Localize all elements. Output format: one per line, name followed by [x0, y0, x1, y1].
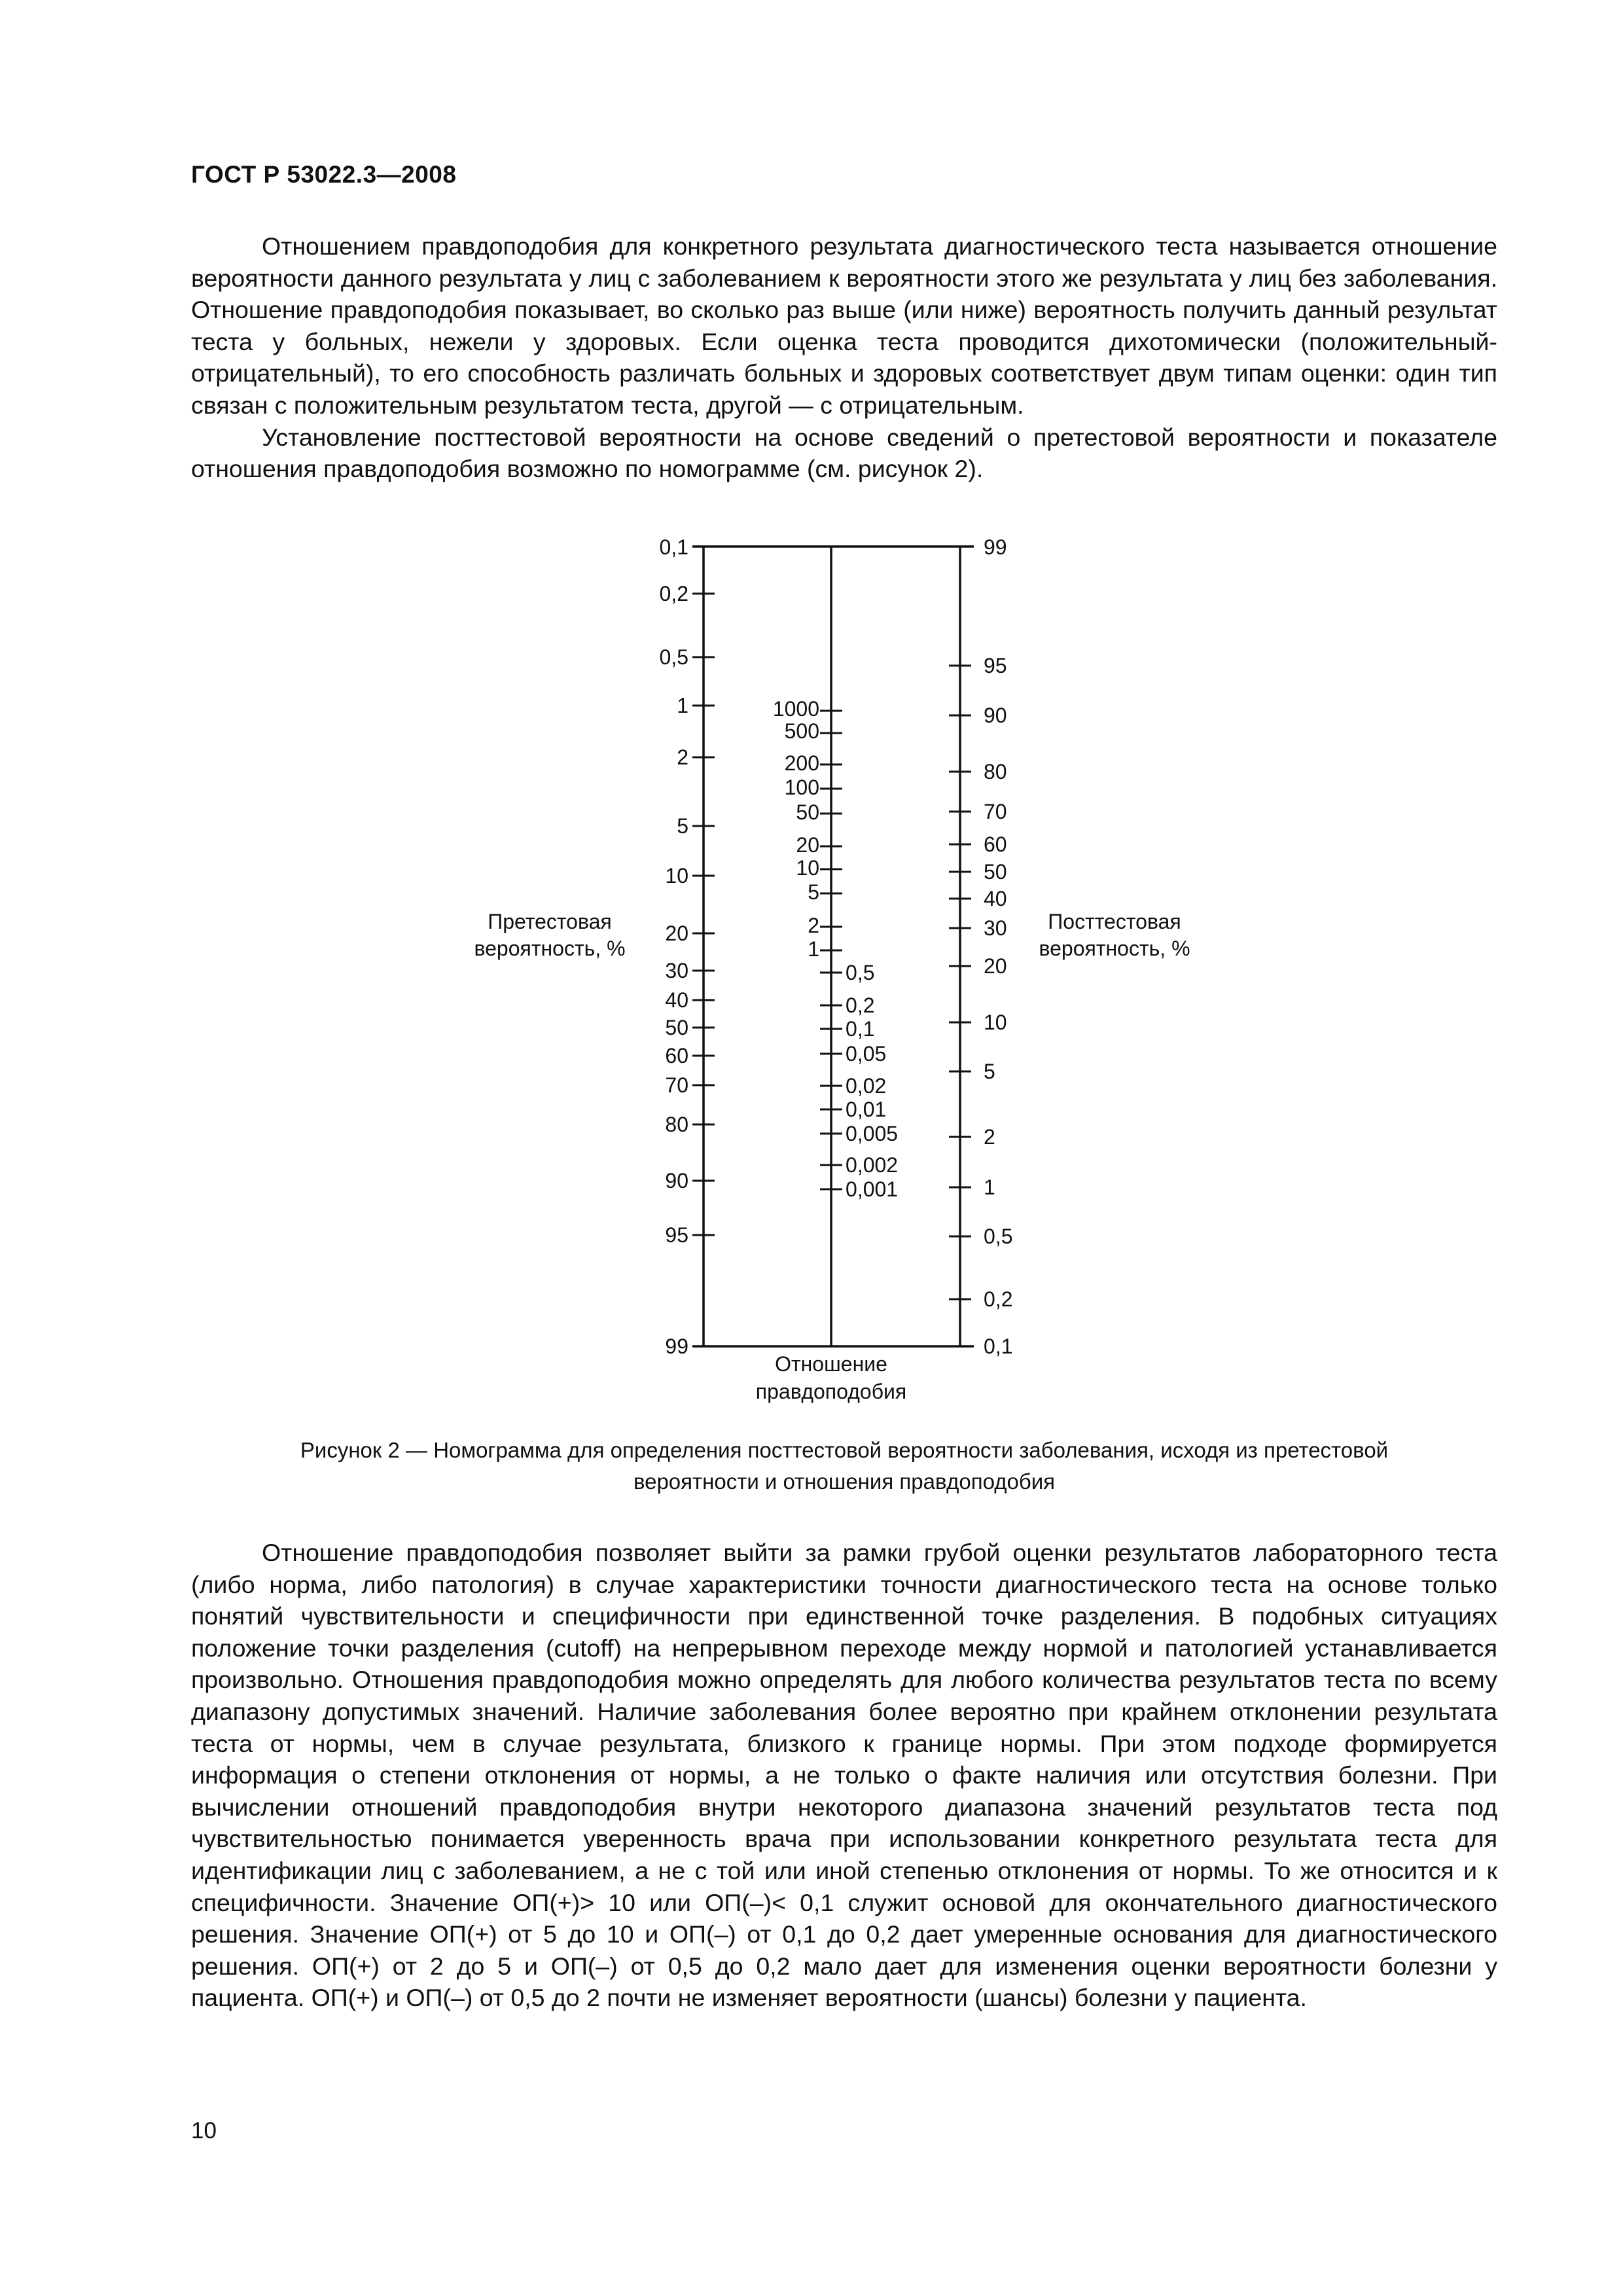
post-test-tick-label: 60: [984, 833, 1007, 856]
pre-test-ticks: [660, 535, 715, 1358]
lr-tick-label: 50: [796, 800, 819, 824]
post-test-axis-title: [1039, 910, 1190, 960]
lr-tick-label: 0,2: [846, 994, 875, 1017]
post-test-tick-label: 0,1: [984, 1335, 1013, 1358]
lr-tick-label: 200: [784, 751, 819, 775]
figure-caption: [191, 1435, 1497, 1498]
lr-tick-label: 0,005: [846, 1122, 899, 1145]
svg-text:Посттестовая: Посттестовая: [1048, 910, 1181, 933]
lr-tick-label: 0,02: [846, 1074, 887, 1098]
pre-test-tick-label: 5: [677, 814, 688, 838]
pre-test-tick-label: 80: [665, 1113, 688, 1136]
pre-test-tick-label: 60: [665, 1044, 688, 1067]
post-test-tick-label: 0,5: [984, 1225, 1013, 1248]
pre-test-tick-label: 0,1: [659, 535, 688, 559]
lr-tick-label: 2: [808, 914, 819, 937]
paragraph-nomogram-reference: Установление посттестовой вероятности на основе сведений о претестовой вероятности и показателе отношения правдоподобия возможно по номограмме (см. рисунок 2).: [191, 423, 1497, 483]
pre-test-tick-label: 40: [665, 988, 688, 1012]
svg-text:Отношение: Отношение: [775, 1352, 887, 1376]
post-test-tick-label: 0,2: [984, 1287, 1013, 1311]
lr-tick-label: 10: [796, 856, 819, 880]
paragraph-likelihood-ratio-definition: Отношением правдоподобия для конкретного результата диагностического теста называется отношение вероятности данного результата у лиц с заболеванием к вероятности этого же результата у лиц без заболевания. Отношение правдоподобия показывает, во сколько раз выше (или ниже) вероятность получить данный результат теста у больных, нежели у здоровых. Если оценка теста проводится дихотомически (положительный-отрицательный), то его способность различать больных и здоровых соответствует двум типам оценки: один тип связан с положительным результатом теста, другой — с отрицательным.: [191, 232, 1497, 419]
pre-test-tick-label: 0,5: [659, 645, 688, 669]
post-test-tick-label: 10: [984, 1011, 1007, 1034]
lr-tick-label: 500: [784, 719, 819, 743]
document-header: ГОСТ Р 53022.3—2008: [191, 161, 457, 188]
lr-tick-label: 0,05: [846, 1042, 887, 1066]
pre-test-tick-label: 1: [677, 694, 688, 717]
figure-caption-line: Рисунок 2 — Номограмма для определения посттестовой вероятности заболевания, исходя из претестовой: [300, 1438, 1389, 1462]
lr-tick-label: 0,01: [846, 1098, 887, 1121]
svg-text:Претестовая: Претестовая: [488, 910, 612, 933]
post-test-tick-label: 70: [984, 800, 1007, 823]
lr-tick-label: 1: [808, 937, 819, 961]
svg-text:правдоподобия: правдоподобия: [755, 1380, 907, 1403]
pre-test-tick-label: 10: [665, 864, 688, 888]
lr-tick-label: 0,1: [846, 1017, 875, 1041]
post-test-tick-label: 30: [984, 916, 1007, 940]
post-test-tick-label: 50: [984, 860, 1007, 884]
post-test-tick-label: 40: [984, 887, 1007, 910]
post-test-tick-label: 95: [984, 654, 1007, 677]
lr-tick-label: 0,001: [846, 1177, 899, 1201]
pre-test-axis-title: [474, 910, 625, 960]
pre-test-tick-label: 20: [665, 922, 688, 945]
post-test-tick-label: 2: [984, 1125, 995, 1149]
body-text-bottom: [191, 1537, 1497, 2014]
pre-test-tick-label: 99: [665, 1335, 688, 1358]
pre-test-tick-label: 50: [665, 1016, 688, 1039]
post-test-tick-label: 1: [984, 1175, 995, 1199]
pre-test-tick-label: 95: [665, 1223, 688, 1247]
lr-tick-label: 0,002: [846, 1153, 899, 1177]
post-test-tick-label: 5: [984, 1060, 995, 1083]
post-test-tick-label: 99: [984, 535, 1007, 559]
post-test-tick-label: 90: [984, 704, 1007, 727]
pre-test-tick-label: 0,2: [659, 582, 688, 605]
lr-tick-label: 100: [784, 776, 819, 799]
lr-tick-label: 5: [808, 880, 819, 904]
pre-test-tick-label: 2: [677, 745, 688, 769]
post-test-tick-label: 80: [984, 760, 1007, 783]
pre-test-tick-label: 30: [665, 959, 688, 982]
pre-test-tick-label: 70: [665, 1073, 688, 1097]
lr-axis-title: [756, 1352, 906, 1403]
page-number: 10: [191, 2118, 217, 2144]
post-test-tick-label: 20: [984, 954, 1007, 978]
svg-text:вероятность, %: вероятность, %: [474, 937, 626, 960]
paragraph-likelihood-ratio-interpretation: Отношение правдоподобия позволяет выйти за рамки грубой оценки результатов лабораторного теста (либо норма, либо патология) в случае характеристики точности диагностического теста на основе только понятий чувствительности и специфичности при единственной точке разделения. В подобных ситуациях положение точки разделения (cutoff) на непрерывном переходе между нормой и патологией устанавливается произвольно. Отношения правдоподобия можно определять для любого количества результатов теста по всему диапазону допустимых значений. Наличие заболевания более вероятно при крайнем отклонении результата теста от нормы, чем в случае результата, близкого к границе нормы. При этом подходе формируется информация о степени отклонения от нормы, а не только о факте наличия или отсутствия болезни. При вычислении отношений правдоподобия внутри некоторого диапазона значений результатов теста под чувствительностью понимается уверенность врача при использовании конкретного результата теста для идентификации лиц с заболеванием, а не с той или иной степенью отклонения от нормы. То же относится и к специфичности. Значение ОП(+)> 10 или ОП(–)< 0,1 служит основой для окончательного диагностического решения. Значение ОП(+) от 5 до 10 и ОП(–) от 0,1 до 0,2 дает умеренные основания для диагностического решения. ОП(+) от 2 до 5 и ОП(–) от 0,5 до 0,2 мало дает для изменения оценки вероятности болезни у пациента. ОП(+) и ОП(–) от 0,5 до 2 почти не изменяет вероятности (шансы) болезни у пациента.: [191, 1539, 1497, 2012]
lr-tick-label: 20: [796, 833, 819, 857]
pre-test-tick-label: 90: [665, 1169, 688, 1193]
lr-tick-label: 1000: [772, 697, 819, 721]
lr-tick-label: 0,5: [846, 961, 875, 984]
post-test-ticks: [949, 535, 1012, 1358]
figure-caption-line: вероятности и отношения правдоподобия: [633, 1469, 1056, 1494]
svg-text:вероятность, %: вероятность, %: [1039, 937, 1190, 960]
